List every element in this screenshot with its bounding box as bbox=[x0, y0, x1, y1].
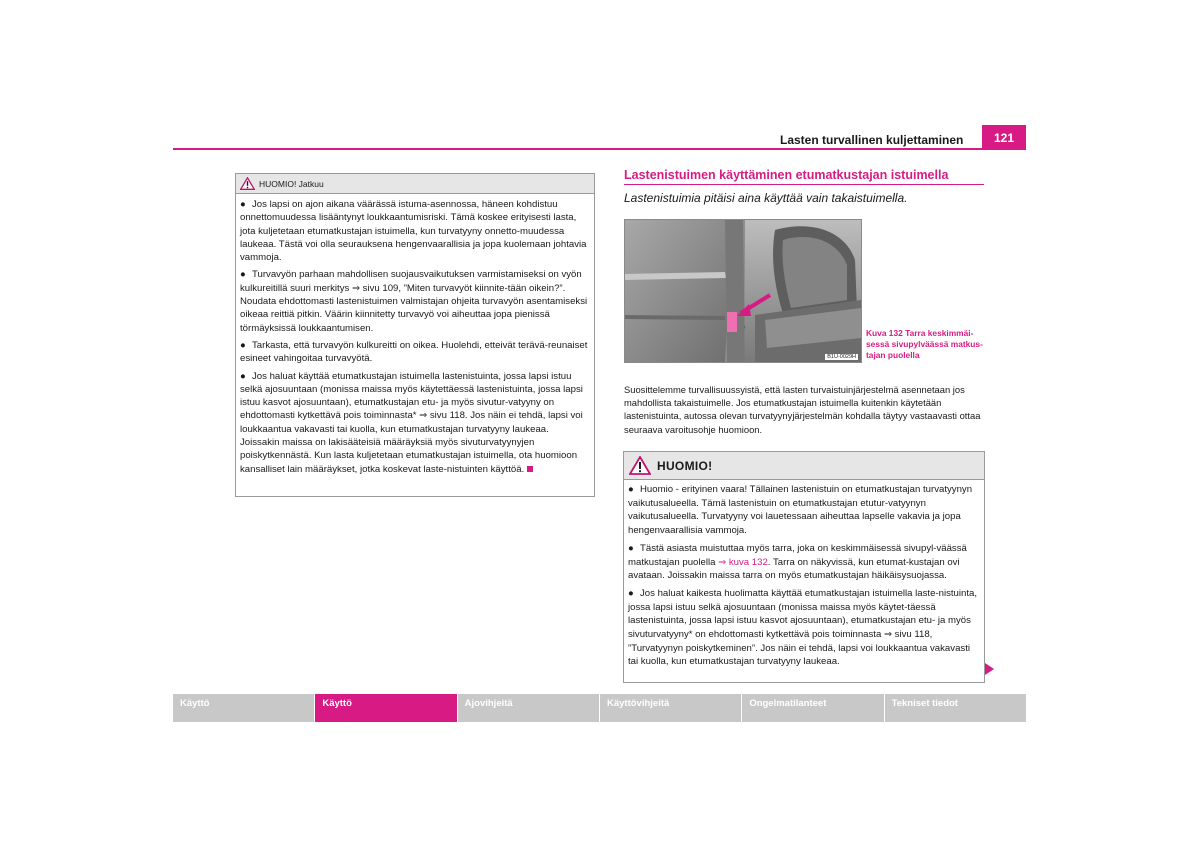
header-rule bbox=[173, 148, 1026, 150]
section-intro: Lastenistuimia pitäisi aina käyttää vain takaistuimella. bbox=[624, 191, 908, 205]
footer-tab-tekniset-tiedot[interactable]: Tekniset tiedot bbox=[885, 694, 1026, 722]
body-paragraph: Suosittelemme turvallisuussyistä, että lasten turvaistuinjärjestelmä asennetaan jos mahdollista takaistuimelle. Jos etumatkustajan istuimella kuitenkin käytetään lastenistuinta, autossa olevan turvatyynyjärjestelmän kohdalla täytyy vastaavasti ottaa seuraava varoitusohje huomioon. bbox=[624, 384, 981, 435]
bullet-icon: ● bbox=[628, 587, 634, 599]
warning-paragraph: ● Tarkasta, että turvavyön kulkureitti on oikea. Huolehdi, etteivät terävä-reunaiset esineet vahingoitaa turvavyötä. bbox=[240, 339, 588, 365]
warning-header bbox=[624, 452, 984, 480]
page-number: 121 bbox=[982, 125, 1026, 150]
warning-paragraph: ● Jos haluat käyttää etumatkustajan istuimella lastenistuinta, jossa lapsi istuu selkä ajosuuntaan (monissa maissa myös käytettäessä lastenistuinta, jossa lapsi istuu kasvot ajosuuntaan), etumatkustajan etu- ja myös sivutur-vatyyny on ehdottomasti kytkettävä pois toiminnasta* ⇒ sivu 118. Jos näin ei tehdä, lapsi voi loukkaantua vakavasti tai kuolla, kun etumatkustajan turvatyyny laukeaa. Joissakin maissa on lakisääteisiä määräyksiä myös sivuturvatyynyjen poiskytkennästä. Kun lasta kuljetetaan etumatkustajan istuimella, ota huomioon kansalliset lain määräykset, jotka koskevat laste-nistuinten käyttöä. bbox=[240, 370, 583, 475]
figure-door-pillar-sticker bbox=[624, 219, 862, 363]
bullet-icon: ● bbox=[240, 199, 246, 210]
warning-paragraph: ● Huomio - erityinen vaara! Tällainen lastenistuin on etumatkustajan turvatyynyn vaikutusalueella. Tämä lastenistuin on etumatkustajan etutur-vatyynyn vaikutusalueella. Turvatyyny voi lauetessaan aiheuttaa lapselle vakavia ja jopa hengenvaarallisia vammoja. bbox=[628, 484, 973, 537]
continued-warning-box bbox=[235, 173, 595, 497]
footer-tab-ongelmatilanteet[interactable]: Ongelmatilanteet bbox=[742, 694, 883, 722]
bullet-icon: ● bbox=[628, 542, 634, 554]
warning-paragraph: ● Turvavyön parhaan mahdollisen suojausvaikutuksen varmistamiseksi on vyön kulkureitillä suuri merkitys ⇒ sivu 109, ”Miten turvavyöt kiinnite-tään oikein?”. Noudata ehdottomasti lastenistuimen valmistajan ohjeita turvavyön asentamiseksi oikeaa reittiä pitkin. Väärin kiinnitetty turvavyö voi aiheuttaa jopa pienissä törmäyksissä loukkaantumisen. bbox=[240, 269, 588, 334]
warning-triangle-icon bbox=[629, 456, 651, 475]
warning-box bbox=[623, 451, 985, 683]
warning-paragraph: ● Jos haluat kaikesta huolimatta käyttää etumatkustajan istuimella laste-nistuinta, jossa lapsi istuu selkä ajosuuntaan (monissa maissa myös käytet-täessä lastenistuinta, jossa lapsi istuu kasvot ajosuuntaan), etumatkustajan etu- ja myös sivuturvatyyny* on ehdottomasti kytkettävä pois toiminnasta ⇒ sivu 118, ”Turvatyynyn poiskytkeminen”. Jos näin ei tehdä, lapsi voi loukkaantua vakavasti tai kuolla, kun etumatkustajan turvatyyny laukeaa. bbox=[628, 587, 978, 668]
footer-tab-kaytto-1[interactable]: Käyttö bbox=[173, 694, 314, 722]
car-door-pillar-illustration bbox=[625, 220, 861, 362]
continue-arrow-icon bbox=[985, 663, 994, 675]
bullet-icon: ● bbox=[628, 484, 634, 495]
warning-paragraph: ● Jos lapsi on ajon aikana väärässä istuma-asennossa, häneen kohdistuu onnettomuudessa lisääntynyt loukkaantumisriski. Tämä koskee erityisesti lasta, jota kuljetetaan etumatkustajan istuimella, kun turvatyyny onnetto-muudessa laukeaa. Tästä voi olla seurauksena hengenvaarallisia ja jopa kuolemaan johtavia vammoja. bbox=[240, 199, 587, 264]
footer-navigation bbox=[173, 694, 1026, 722]
section-rule bbox=[624, 184, 984, 185]
bullet-icon: ● bbox=[240, 370, 246, 382]
footer-tab-ajovihjeita[interactable]: Ajovihjeitä bbox=[458, 694, 599, 722]
running-header-title: Lasten turvallinen kuljettaminen bbox=[780, 133, 964, 147]
bullet-icon: ● bbox=[240, 339, 246, 351]
section-title: Lastenistuimen käyttäminen etumatkustajan istuimella bbox=[624, 168, 949, 182]
footer-tab-kayttovihjeita[interactable]: Käyttövihjeitä bbox=[600, 694, 741, 722]
figure-reference-link[interactable]: ⇒ kuva 132 bbox=[718, 556, 768, 568]
continued-warning-label: HUOMIO! Jatkuu bbox=[259, 178, 324, 189]
end-of-section-icon bbox=[527, 466, 533, 472]
warning-label: HUOMIO! bbox=[657, 458, 713, 473]
figure-caption: Kuva 132 Tarra keskimmäi-sessä sivupylväässä matkus-tajan puolella bbox=[866, 328, 983, 360]
continued-warning-header bbox=[236, 174, 594, 194]
bullet-icon: ● bbox=[240, 269, 246, 281]
warning-triangle-icon bbox=[240, 177, 255, 190]
figure-code-label: B1U-0029H bbox=[827, 354, 856, 360]
footer-tab-kaytto-2[interactable]: Käyttö bbox=[315, 694, 456, 722]
warning-paragraph: ● Tästä asiasta muistuttaa myös tarra, joka on keskimmäisessä sivupyl-väässä matkustajan puolella ⇒ kuva 132. Tarra on näkyvissä, kun etumat-kustajan ovi avataan. Joissakin maissa tarra on myös etumatkustajan häikäisysuojassa. bbox=[628, 542, 967, 582]
